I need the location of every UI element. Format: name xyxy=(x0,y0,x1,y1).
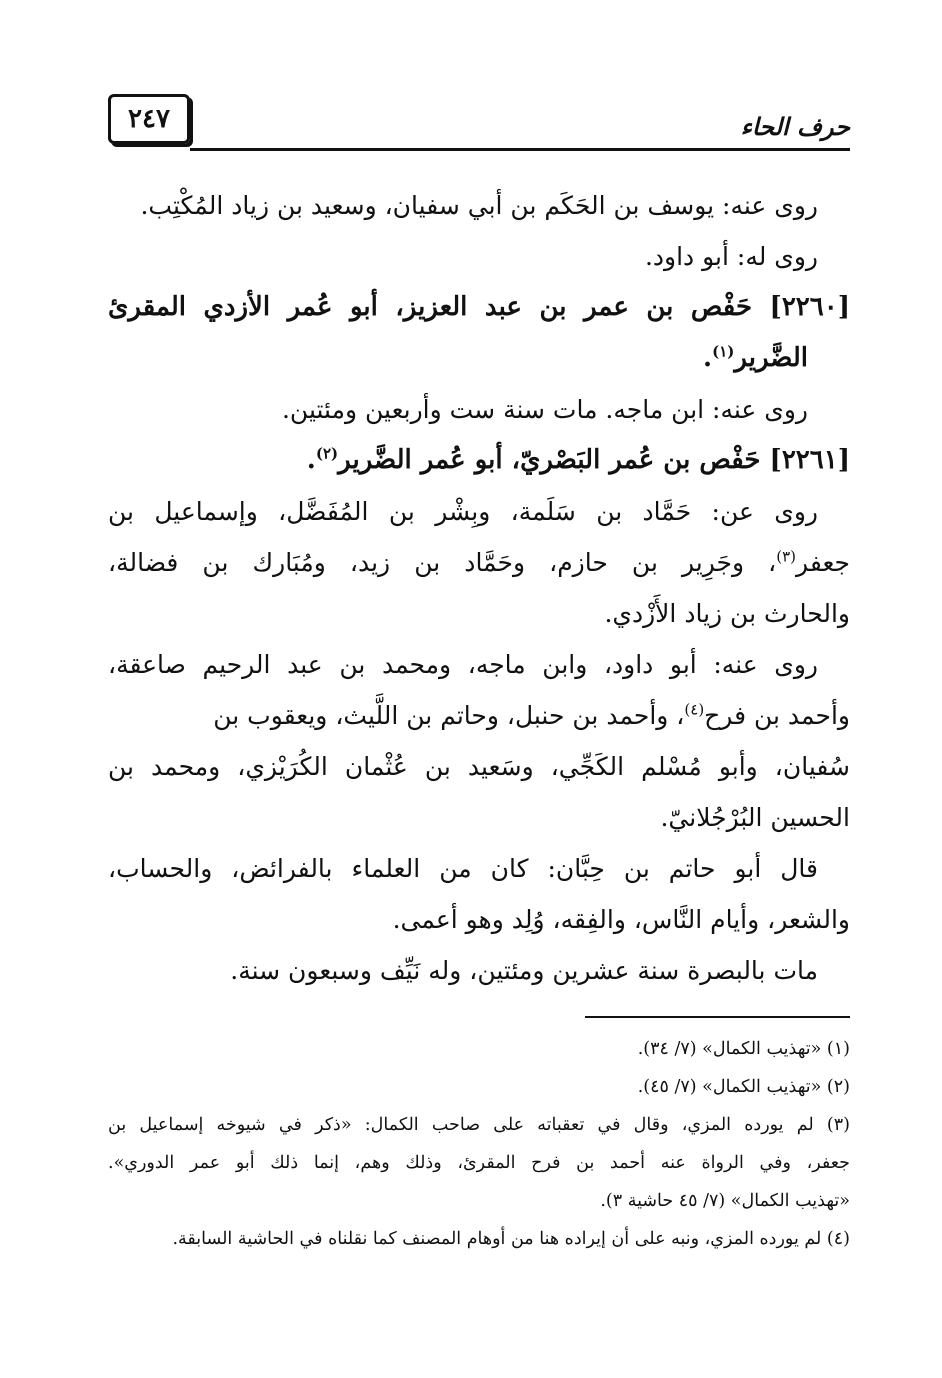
entry-heading-text: [٢٢٦١] حَفْص بن عُمر البَصْريّ، أبو عُمر الضَّرير xyxy=(338,445,850,475)
footnote-ref: (٣) xyxy=(776,547,797,566)
footnote-ref: (٤) xyxy=(684,700,705,719)
footnote-2: (٢) «تهذيب الكمال» (٧/ ٤٥). xyxy=(637,1077,850,1097)
footnotes xyxy=(108,1030,850,1258)
period: . xyxy=(306,445,316,475)
period: . xyxy=(703,343,713,373)
text-line: والحارث بن زياد الأَزْدي. xyxy=(604,599,850,628)
page-header xyxy=(108,94,850,156)
footnote-4: (٤) لم يورده المزي، ونبه على أن إيراده هنا من أوهام المصنف كما نقلناه في الحاشية السابقة. xyxy=(172,1229,850,1249)
text-line: مات بالبصرة سنة عشرين ومئتين، وله نَيِّف وسبعون سنة. xyxy=(230,956,818,985)
text-line: سُفيان، وأبو مُسْلم الكَجِّي، وسَعيد بن عُثْمان الكُرَيْزي، ومحمد بن xyxy=(108,752,850,781)
footnote-ref: (٢) xyxy=(315,444,339,463)
text-fragment: جعفر xyxy=(796,548,850,577)
text-fragment: ، وجَرِير بن حازم، وحَمَّاد بن زيد، ومُبَارك بن فضالة، xyxy=(108,548,777,577)
text-line: والشعر، وأيام النَّاس، والفِقه، وُلِد وهو أعمى. xyxy=(392,905,850,934)
footnote-ref: (١) xyxy=(712,342,735,361)
entry-heading-2261 xyxy=(108,435,850,486)
footnote-3-cont: جعفر، وفي الرواة عنه أحمد بن فرح المقرئ، وذلك وهم، إنما ذلك أبو عمر الدوري». xyxy=(108,1153,850,1173)
text-fragment: ، وأحمد بن حنبل، وحاتم بن اللَّيث، ويعقوب بن xyxy=(213,701,685,730)
text-line: روى عنه: ابن ماجه. مات سنة ست وأربعين ومئتين. xyxy=(281,395,808,424)
text-line: الحسين البُرْجُلانيّ. xyxy=(660,803,850,832)
text-line: روى له: أبو داود. xyxy=(644,242,818,271)
header-rule xyxy=(190,148,850,151)
footnote-1: (١) «تهذيب الكمال» (٧/ ٣٤). xyxy=(637,1039,850,1059)
main-text xyxy=(108,180,850,996)
footnote-3: (٣) لم يورده المزي، وقال في تعقباته على صاحب الكمال: «ذكر في شيوخه إسماعيل بن xyxy=(108,1115,850,1135)
entry-heading-2260: [٢٢٦٠] حَفْص بن عمر بن عبد العزيز، أبو عُمر الأزدي المقرئ xyxy=(108,292,850,322)
entry-heading-text: الضَّرير xyxy=(734,343,808,373)
text-line: روى عنه: أبو داود، وابن ماجه، ومحمد بن عبد الرحيم صاعقة، xyxy=(108,650,818,679)
text-line xyxy=(108,690,850,741)
text-line: قال أبو حاتم بن حِبَّان: كان من العلماء بالفرائض، والحساب، xyxy=(108,854,818,883)
footnote-3-cont: «تهذيب الكمال» (٧/ ٤٥ حاشية ٣). xyxy=(600,1191,850,1211)
page-number: ٢٤٧ xyxy=(108,94,190,144)
text-line: روى عنه: يوسف بن الحَكَم بن أبي سفيان، وسعيد بن زياد المُكْتِب. xyxy=(140,191,818,220)
text-line: روى عن: حَمَّاد بن سَلَمة، وبِشْر بن المُفَضَّل، وإسماعيل بن xyxy=(108,497,818,526)
entry-heading-2260-cont xyxy=(108,333,850,384)
footnote-separator xyxy=(585,1016,850,1018)
running-head: حرف الحاء xyxy=(740,112,850,141)
text-fragment: وأحمد بن فرح xyxy=(704,701,850,730)
text-line xyxy=(108,537,850,588)
